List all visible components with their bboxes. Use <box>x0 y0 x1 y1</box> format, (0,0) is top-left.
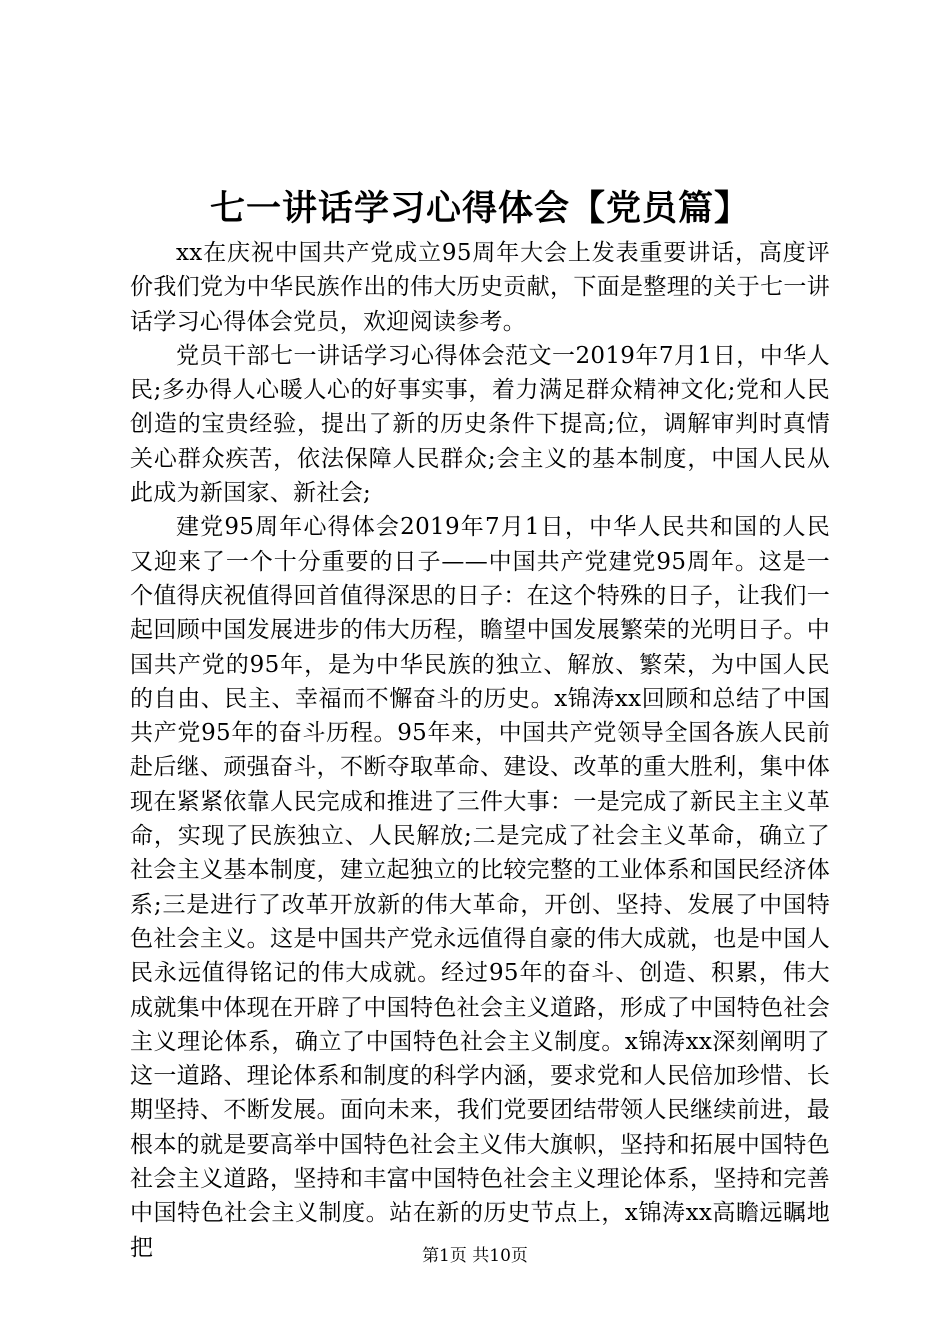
paragraph-sample-one: 党员干部七一讲话学习心得体会范文一2019年7月1日，中华人民;多办得人心暖人心的好事实事，着力满足群众精神文化;党和人民创造的宝贵经验，提出了新的历史条件下提高;位，调解审判时真情关心群众疾苦，依法保障人民群众;会主义的基本制度，中国人民从此成为新国家、新社会; <box>130 342 830 507</box>
paragraph-intro: xx在庆祝中国共产党成立95周年大会上发表重要讲话，高度评价我们党为中华民族作出的伟大历史贡献，下面是整理的关于七一讲话学习心得体会党员，欢迎阅读参考。 <box>130 240 830 335</box>
paragraph-anniversary: 建党95周年心得体会2019年7月1日，中华人民共和国的人民又迎来了一个十分重要的日子——中国共产党建党95周年。这是一个值得庆祝值得回首值得深思的日子：在这个特殊的日子，让我们一起回顾中国发展进步的伟大历程，瞻望中国发展繁荣的光明日子。中国共产党的95年，是为中华民族的独立、解放、繁荣，为中国人民的自由、民主、幸福而不懈奋斗的历史。x锦涛xx回顾和总结了中国共产党95年的奋斗历程。95年来，中国共产党领导全国各族人民前赴后继、顽强奋斗，不断夺取革命、建设、改革的重大胜利，集中体现在紧紧依靠人民完成和推进了三件大事：一是完成了新民主主义革命，实现了民族独立、人民解放;二是完成了社会主义革命，确立了社会主义基本制度，建立起独立的比较完整的工业体系和国民经济体系;三是进行了改革开放新的伟大革命，开创、坚持、发展了中国特色社会主义。这是中国共产党永远值得自豪的伟大成就，也是中国人民永远值得铭记的伟大成就。经过95年的奋斗、创造、积累，伟大成就集中体现在开辟了中国特色社会主义道路，形成了中国特色社会主义理论体系，确立了中国特色社会主义制度。x锦涛xx深刻阐明了这一道路、理论体系和制度的科学内涵，要求党和人民倍加珍惜、长期坚持、不断发展。面向未来，我们党要团结带领人民继续前进，最根本的就是要高举中国特色社会主义伟大旗帜，坚持和拓展中国特色社会主义道路，坚持和丰富中国特色社会主义理论体系，坚持和完善中国特色社会主义制度。站在新的历史节点上，x锦涛xx高瞻远瞩地把 <box>130 514 830 1261</box>
page-footer: 第1页 共10页 <box>422 1246 528 1266</box>
document-title: 七一讲话学习心得体会【党员篇】 <box>209 188 750 229</box>
document-body <box>130 236 830 1265</box>
